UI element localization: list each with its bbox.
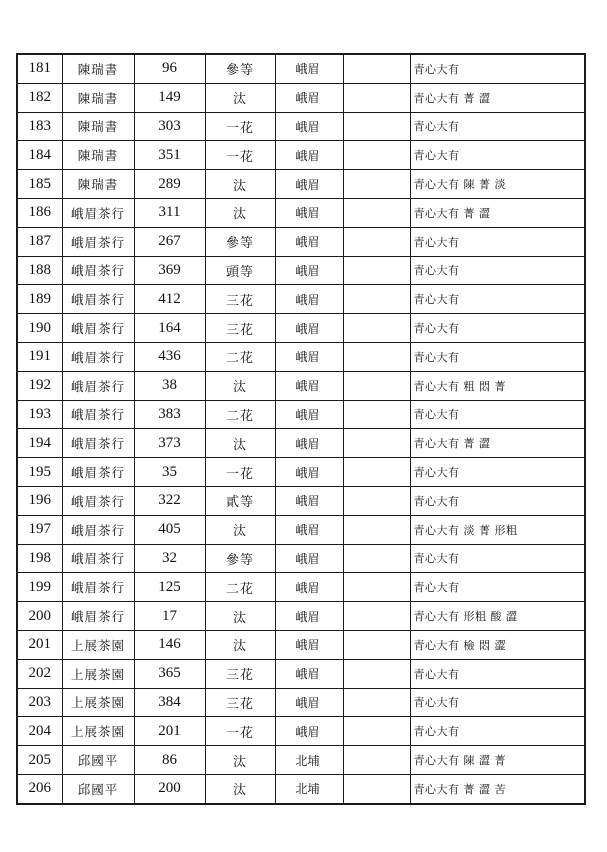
seller-name: 峨眉茶行 (62, 486, 134, 515)
grade: 汰 (205, 630, 275, 659)
notes: 青心大有 形粗 酸 澀 (410, 602, 585, 631)
grade: 汰 (205, 515, 275, 544)
entry-number: 204 (17, 717, 62, 746)
grade: 一花 (205, 141, 275, 170)
grade: 汰 (205, 429, 275, 458)
blank-cell (343, 717, 410, 746)
quantity: 311 (134, 198, 205, 227)
region: 峨眉 (275, 688, 343, 717)
table-row (17, 285, 585, 314)
notes: 青心大有 (410, 227, 585, 256)
grade: 二花 (205, 342, 275, 371)
table-body (17, 54, 585, 804)
blank-cell (343, 54, 410, 83)
region: 峨眉 (275, 342, 343, 371)
table-row (17, 515, 585, 544)
blank-cell (343, 141, 410, 170)
region: 峨眉 (275, 371, 343, 400)
blank-cell (343, 515, 410, 544)
grade: 二花 (205, 573, 275, 602)
seller-name: 峨眉茶行 (62, 227, 134, 256)
entry-number: 190 (17, 314, 62, 343)
region: 峨眉 (275, 630, 343, 659)
grade: 汰 (205, 746, 275, 775)
seller-name: 峨眉茶行 (62, 458, 134, 487)
blank-cell (343, 774, 410, 803)
quantity: 303 (134, 112, 205, 141)
notes: 青心大有 (410, 342, 585, 371)
quantity: 164 (134, 314, 205, 343)
notes: 青心大有 (410, 314, 585, 343)
region: 峨眉 (275, 112, 343, 141)
region: 峨眉 (275, 717, 343, 746)
region: 峨眉 (275, 659, 343, 688)
region: 峨眉 (275, 400, 343, 429)
table-row (17, 429, 585, 458)
region: 峨眉 (275, 54, 343, 83)
quantity: 436 (134, 342, 205, 371)
quantity: 267 (134, 227, 205, 256)
region: 峨眉 (275, 486, 343, 515)
blank-cell (343, 227, 410, 256)
region: 北埔 (275, 774, 343, 803)
quantity: 322 (134, 486, 205, 515)
region: 峨眉 (275, 198, 343, 227)
seller-name: 陳瑞書 (62, 83, 134, 112)
seller-name: 上展茶園 (62, 630, 134, 659)
entry-number: 194 (17, 429, 62, 458)
table-row (17, 544, 585, 573)
blank-cell (343, 342, 410, 371)
entry-number: 186 (17, 198, 62, 227)
notes: 青心大有 菁 澀 苦 (410, 774, 585, 803)
notes: 青心大有 (410, 141, 585, 170)
table-row (17, 112, 585, 141)
seller-name: 邱國平 (62, 746, 134, 775)
notes: 青心大有 (410, 285, 585, 314)
region: 峨眉 (275, 515, 343, 544)
entry-number: 184 (17, 141, 62, 170)
region: 峨眉 (275, 285, 343, 314)
blank-cell (343, 256, 410, 285)
quantity: 35 (134, 458, 205, 487)
region: 峨眉 (275, 602, 343, 631)
notes: 青心大有 (410, 112, 585, 141)
entry-number: 205 (17, 746, 62, 775)
grade: 二花 (205, 400, 275, 429)
entry-number: 195 (17, 458, 62, 487)
seller-name: 峨眉茶行 (62, 342, 134, 371)
quantity: 96 (134, 54, 205, 83)
quantity: 32 (134, 544, 205, 573)
region: 峨眉 (275, 429, 343, 458)
table-row (17, 141, 585, 170)
blank-cell (343, 688, 410, 717)
grade: 三花 (205, 659, 275, 688)
region: 北埔 (275, 746, 343, 775)
notes: 青心大有 陳 菁 淡 (410, 170, 585, 199)
blank-cell (343, 458, 410, 487)
seller-name: 峨眉茶行 (62, 544, 134, 573)
notes: 青心大有 (410, 717, 585, 746)
table-row (17, 198, 585, 227)
blank-cell (343, 314, 410, 343)
blank-cell (343, 659, 410, 688)
seller-name: 陳瑞書 (62, 170, 134, 199)
entry-number: 183 (17, 112, 62, 141)
blank-cell (343, 112, 410, 141)
notes: 青心大有 菁 澀 (410, 83, 585, 112)
table-row (17, 774, 585, 803)
quantity: 149 (134, 83, 205, 112)
entry-number: 202 (17, 659, 62, 688)
region: 峨眉 (275, 227, 343, 256)
seller-name: 峨眉茶行 (62, 256, 134, 285)
quantity: 289 (134, 170, 205, 199)
grade: 汰 (205, 774, 275, 803)
table-row (17, 659, 585, 688)
grade: 參等 (205, 227, 275, 256)
entry-number: 200 (17, 602, 62, 631)
region: 峨眉 (275, 573, 343, 602)
notes: 青心大有 菁 澀 (410, 198, 585, 227)
seller-name: 峨眉茶行 (62, 602, 134, 631)
entry-number: 189 (17, 285, 62, 314)
table-row (17, 256, 585, 285)
table-row (17, 227, 585, 256)
notes: 青心大有 (410, 54, 585, 83)
region: 峨眉 (275, 141, 343, 170)
grade: 一花 (205, 717, 275, 746)
entry-number: 196 (17, 486, 62, 515)
seller-name: 峨眉茶行 (62, 573, 134, 602)
entry-number: 198 (17, 544, 62, 573)
grade: 頭等 (205, 256, 275, 285)
quantity: 412 (134, 285, 205, 314)
quantity: 405 (134, 515, 205, 544)
entry-number: 203 (17, 688, 62, 717)
region: 峨眉 (275, 170, 343, 199)
table-row (17, 314, 585, 343)
entry-number: 187 (17, 227, 62, 256)
entry-number: 188 (17, 256, 62, 285)
notes: 青心大有 (410, 688, 585, 717)
region: 峨眉 (275, 83, 343, 112)
region: 峨眉 (275, 314, 343, 343)
table-row (17, 458, 585, 487)
grade: 三花 (205, 285, 275, 314)
seller-name: 陳瑞書 (62, 141, 134, 170)
seller-name: 峨眉茶行 (62, 429, 134, 458)
entry-number: 192 (17, 371, 62, 400)
seller-name: 峨眉茶行 (62, 515, 134, 544)
notes: 青心大有 (410, 573, 585, 602)
seller-name: 峨眉茶行 (62, 285, 134, 314)
seller-name: 峨眉茶行 (62, 198, 134, 227)
tea-competition-table (16, 53, 586, 805)
notes: 青心大有 淡 菁 形粗 (410, 515, 585, 544)
quantity: 383 (134, 400, 205, 429)
table-row (17, 717, 585, 746)
blank-cell (343, 429, 410, 458)
seller-name: 邱國平 (62, 774, 134, 803)
grade: 汰 (205, 602, 275, 631)
grade: 汰 (205, 371, 275, 400)
seller-name: 上展茶園 (62, 717, 134, 746)
notes: 青心大有 檢 悶 澀 (410, 630, 585, 659)
grade: 汰 (205, 198, 275, 227)
table-row (17, 400, 585, 429)
grade: 汰 (205, 170, 275, 199)
notes: 青心大有 陳 澀 菁 (410, 746, 585, 775)
entry-number: 197 (17, 515, 62, 544)
table-row (17, 342, 585, 371)
seller-name: 上展茶園 (62, 688, 134, 717)
blank-cell (343, 573, 410, 602)
grade: 一花 (205, 112, 275, 141)
seller-name: 峨眉茶行 (62, 400, 134, 429)
quantity: 38 (134, 371, 205, 400)
entry-number: 181 (17, 54, 62, 83)
blank-cell (343, 630, 410, 659)
region: 峨眉 (275, 458, 343, 487)
blank-cell (343, 83, 410, 112)
quantity: 200 (134, 774, 205, 803)
seller-name: 峨眉茶行 (62, 314, 134, 343)
table-row (17, 602, 585, 631)
grade: 一花 (205, 458, 275, 487)
blank-cell (343, 371, 410, 400)
grade: 參等 (205, 544, 275, 573)
grade: 貳等 (205, 486, 275, 515)
quantity: 384 (134, 688, 205, 717)
grade: 三花 (205, 688, 275, 717)
notes: 青心大有 (410, 544, 585, 573)
table-row (17, 630, 585, 659)
notes: 青心大有 (410, 400, 585, 429)
region: 峨眉 (275, 544, 343, 573)
table-row (17, 170, 585, 199)
entry-number: 193 (17, 400, 62, 429)
quantity: 365 (134, 659, 205, 688)
seller-name: 上展茶園 (62, 659, 134, 688)
notes: 青心大有 (410, 659, 585, 688)
table-row (17, 486, 585, 515)
region: 峨眉 (275, 256, 343, 285)
seller-name: 峨眉茶行 (62, 371, 134, 400)
quantity: 17 (134, 602, 205, 631)
blank-cell (343, 170, 410, 199)
entry-number: 206 (17, 774, 62, 803)
blank-cell (343, 486, 410, 515)
blank-cell (343, 544, 410, 573)
quantity: 125 (134, 573, 205, 602)
entry-number: 191 (17, 342, 62, 371)
quantity: 373 (134, 429, 205, 458)
table-row (17, 688, 585, 717)
blank-cell (343, 285, 410, 314)
table-row (17, 54, 585, 83)
quantity: 146 (134, 630, 205, 659)
entry-number: 201 (17, 630, 62, 659)
entry-number: 182 (17, 83, 62, 112)
notes: 青心大有 (410, 458, 585, 487)
quantity: 369 (134, 256, 205, 285)
seller-name: 陳瑞書 (62, 112, 134, 141)
blank-cell (343, 400, 410, 429)
table-row (17, 371, 585, 400)
quantity: 86 (134, 746, 205, 775)
quantity: 201 (134, 717, 205, 746)
entry-number: 199 (17, 573, 62, 602)
quantity: 351 (134, 141, 205, 170)
entry-number: 185 (17, 170, 62, 199)
table-row (17, 746, 585, 775)
blank-cell (343, 602, 410, 631)
grade: 三花 (205, 314, 275, 343)
notes: 青心大有 (410, 256, 585, 285)
notes: 青心大有 菁 澀 (410, 429, 585, 458)
notes: 青心大有 粗 悶 菁 (410, 371, 585, 400)
table-row (17, 83, 585, 112)
grade: 參等 (205, 54, 275, 83)
notes: 青心大有 (410, 486, 585, 515)
blank-cell (343, 746, 410, 775)
blank-cell (343, 198, 410, 227)
seller-name: 陳瑞書 (62, 54, 134, 83)
table-row (17, 573, 585, 602)
grade: 汰 (205, 83, 275, 112)
